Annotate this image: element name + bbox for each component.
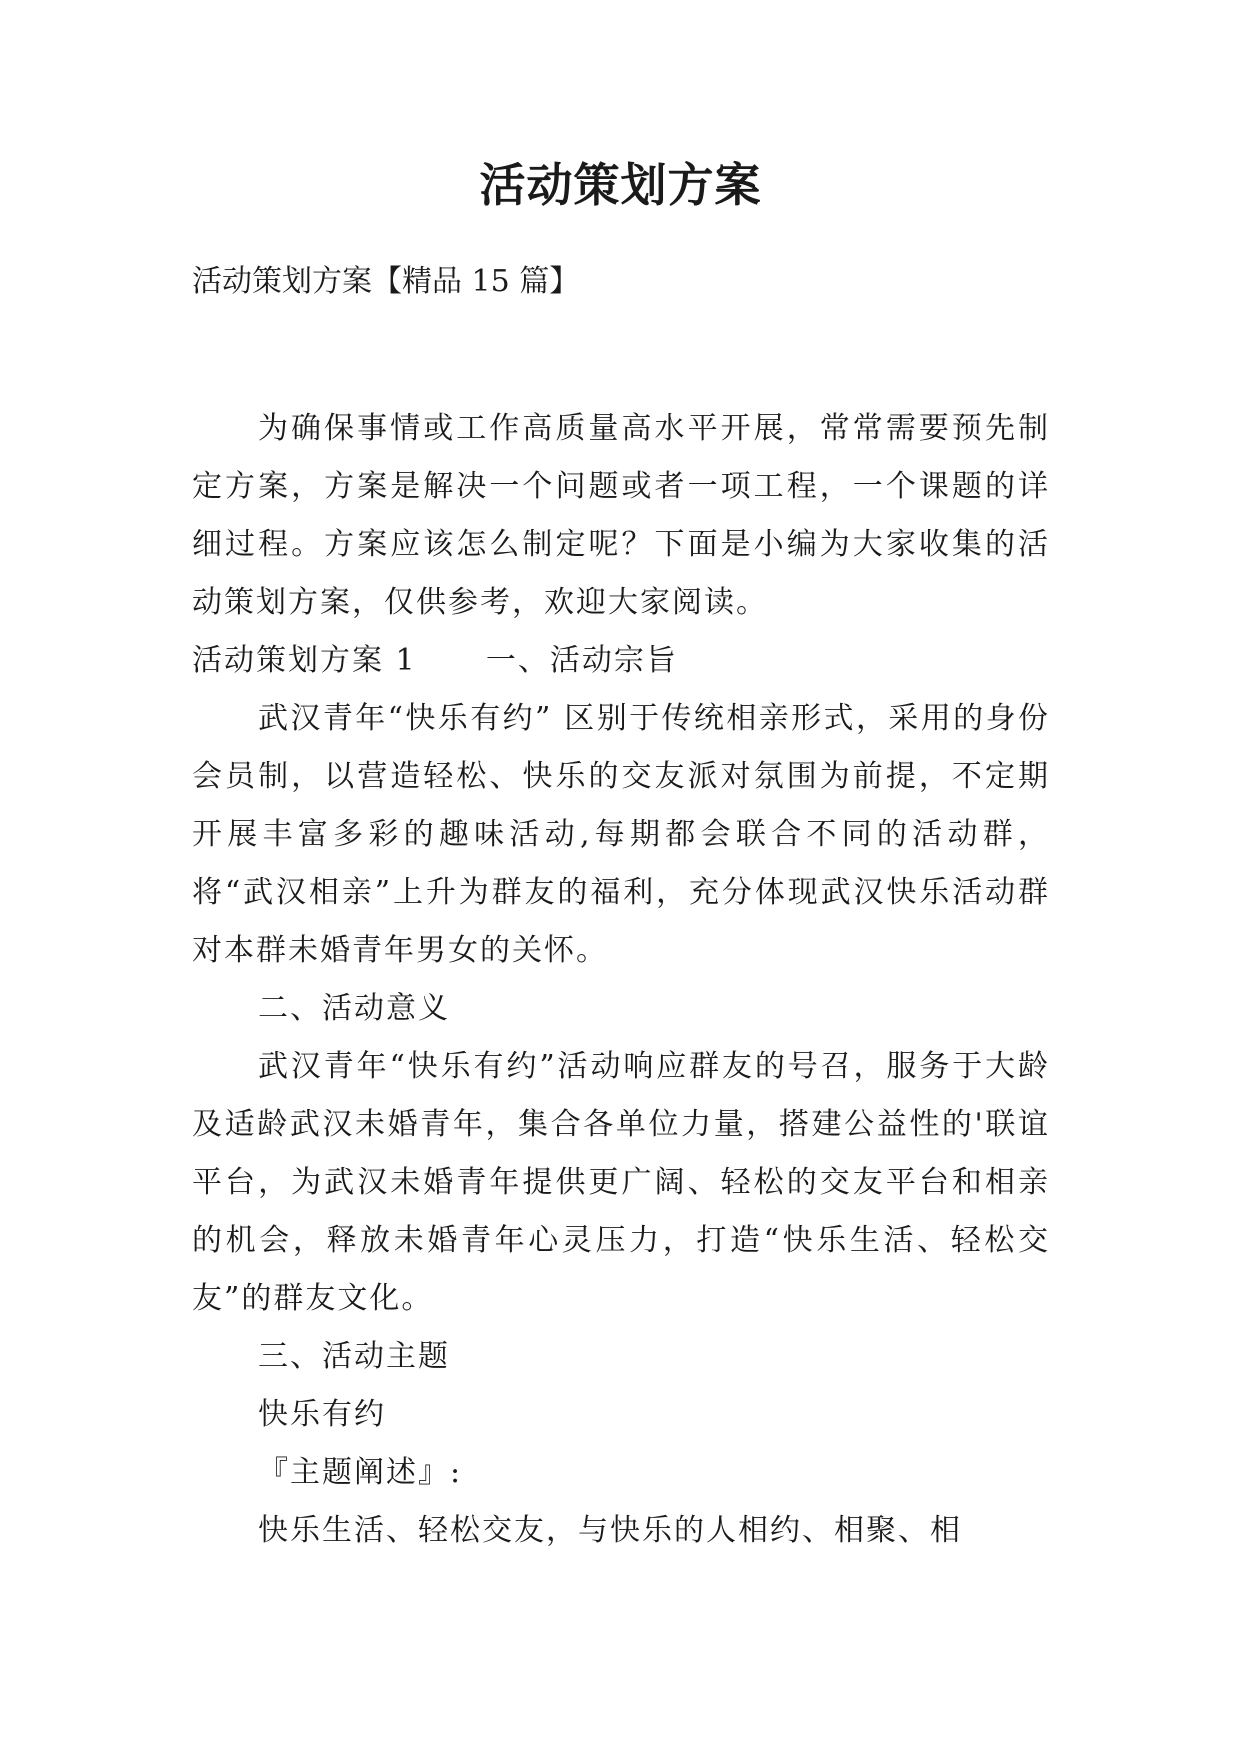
theme-description-label: 『主题阐述』: [258, 1455, 463, 1490]
theme-text: 快乐有约 [258, 1397, 386, 1432]
theme-description-text: 快乐生活、轻松交友，与快乐的人相约、相聚、相 [258, 1513, 962, 1548]
section3-heading: 三、活动主题 [258, 1339, 450, 1374]
document-title: 活动策划方案 [479, 158, 762, 212]
document-subtitle: 活动策划方案【精品 15 篇】 [192, 264, 580, 299]
section1-label: 活动策划方案 1 [192, 643, 417, 678]
section1-heading: 一、活动宗旨 [485, 643, 678, 678]
document-body [192, 400, 1050, 1560]
section1-paragraph: 武汉青年“快乐有约” 区别于传统相亲形式，采用的身份会员制，以营造轻松、快乐的交友派对氛围为前提，不定期开展丰富多彩的趣味活动,每期都会联合不同的活动群，将“武汉相亲”上升为群友的福利，充分体现武汉快乐活动群对本群未婚青年男女的关怀。 [192, 701, 1050, 968]
section2-heading: 二、活动意义 [258, 991, 450, 1026]
section1-line [192, 632, 1050, 690]
intro-paragraph: 为确保事情或工作高质量高水平开展，常常需要预先制定方案，方案是解决一个问题或者一项工程，一个课题的详细过程。方案应该怎么制定呢？下面是小编为大家收集的活动策划方案，仅供参考，欢迎大家阅读。 [192, 411, 1050, 620]
section2-paragraph: 武汉青年“快乐有约”活动响应群友的号召，服务于大龄及适龄武汉未婚青年，集合各单位力量，搭建公益性的'联谊平台，为武汉未婚青年提供更广阔、轻松的交友平台和相亲的机会，释放未婚青年心灵压力，打造“快乐生活、轻松交友”的群友文化。 [192, 1049, 1050, 1316]
